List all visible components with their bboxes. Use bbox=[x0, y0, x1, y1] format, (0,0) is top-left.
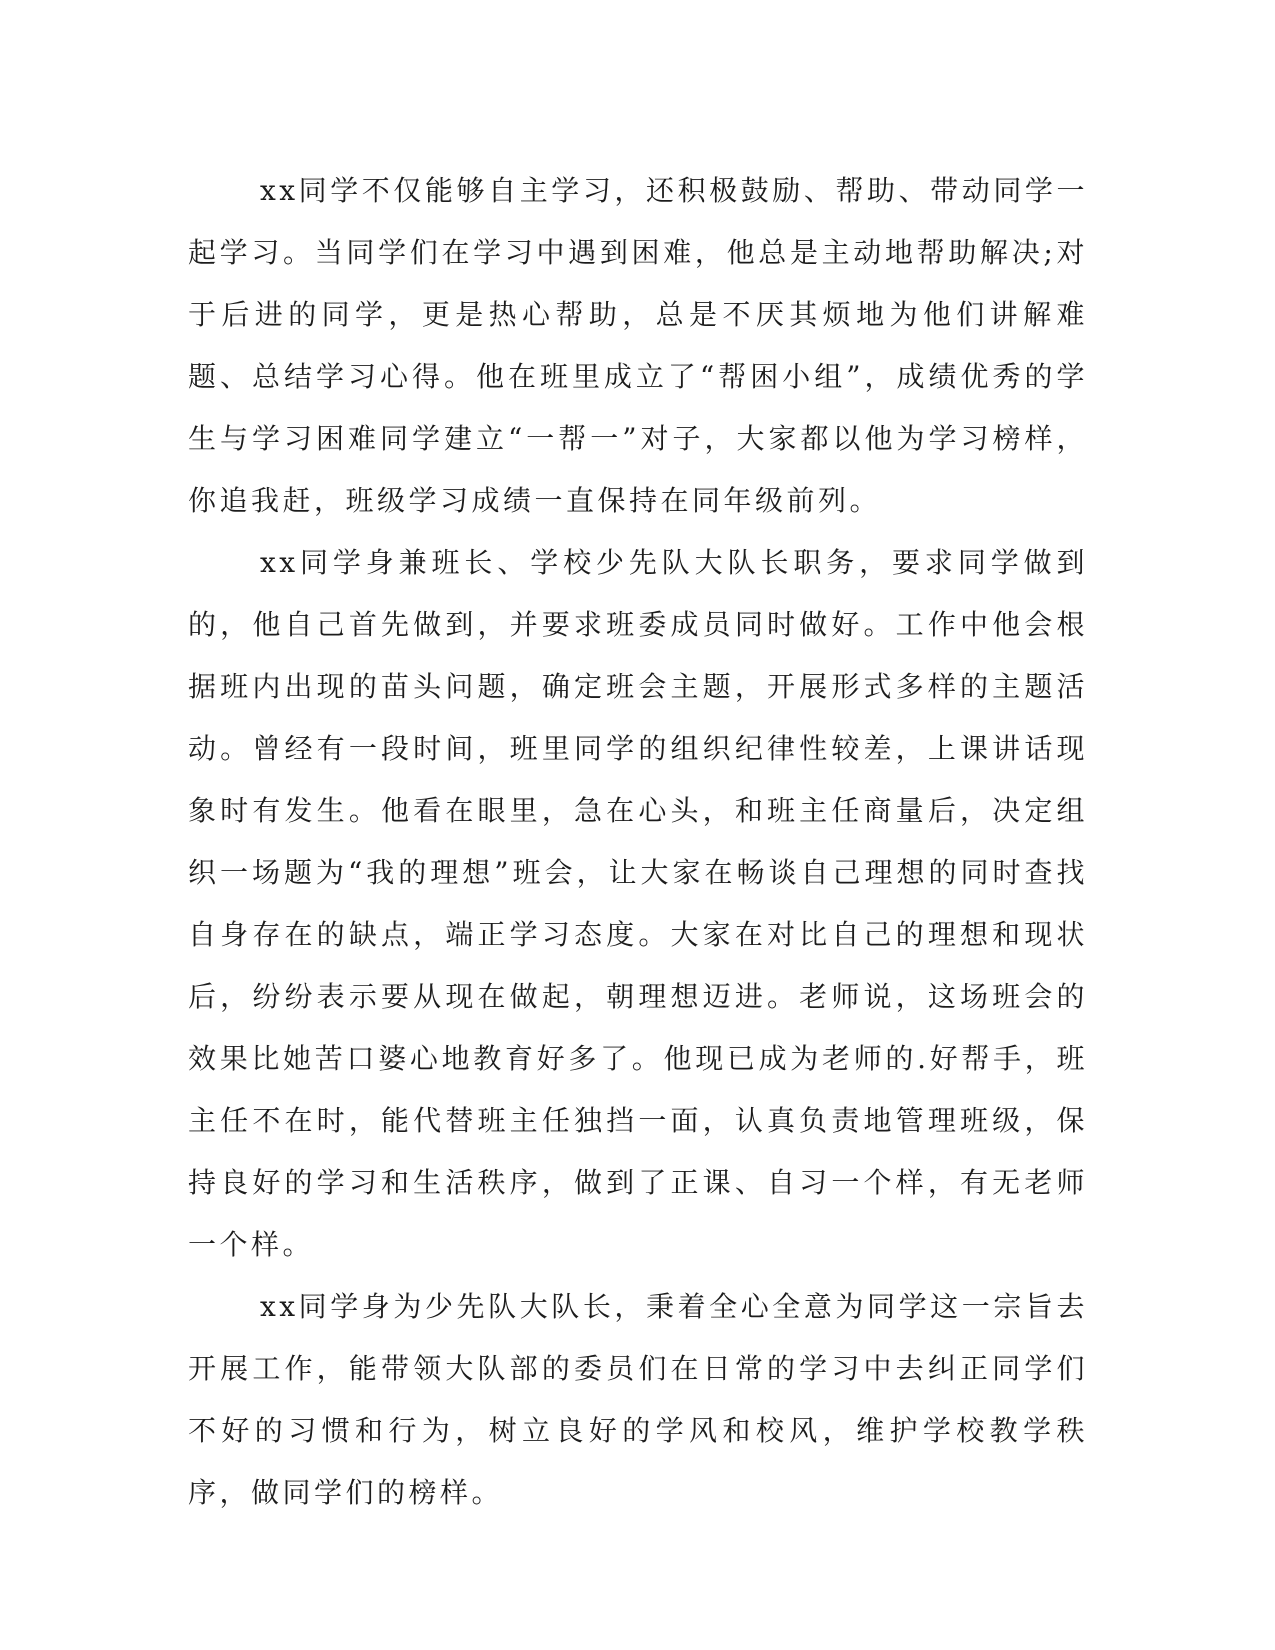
paragraph-2: xx同学身兼班长、学校少先队大队长职务，要求同学做到的，他自己首先做到，并要求班委成员同时做好。工作中他会根据班内出现的苗头问题，确定班会主题，开展形式多样的主题活动。曾经有一段时间，班里同学的组织纪律性较差，上课讲话现象时有发生。他看在眼里，急在心头，和班主任商量后，决定组织一场题为“我的理想”班会，让大家在畅谈自己理想的同时查找自身存在的缺点，端正学习态度。大家在对比自己的理想和现状后，纷纷表示要从现在做起，朝理想迈进。老师说，这场班会的效果比她苦口婆心地教育好多了。他现已成为老师的.好帮手，班主任不在时，能代替班主任独挡一面，认真负责地管理班级，保持良好的学习和生活秩序，做到了正课、自习一个样，有无老师一个样。 bbox=[188, 546, 1088, 1261]
paragraph-3: xx同学身为少先队大队长，秉着全心全意为同学这一宗旨去开展工作，能带领大队部的委员们在日常的学习中去纠正同学们不好的习惯和行为，树立良好的学风和校风，维护学校教学秩序，做同学们的榜样。 bbox=[188, 1290, 1088, 1509]
document-body bbox=[188, 160, 1088, 1524]
paragraph-1: xx同学不仅能够自主学习，还积极鼓励、帮助、带动同学一起学习。当同学们在学习中遇到困难，他总是主动地帮助解决;对于后进的同学，更是热心帮助，总是不厌其烦地为他们讲解难题、总结学习心得。他在班里成立了“帮困小组”，成绩优秀的学生与学习困难同学建立“一帮一”对子，大家都以他为学习榜样，你追我赶，班级学习成绩一直保持在同年级前列。 bbox=[188, 174, 1088, 517]
